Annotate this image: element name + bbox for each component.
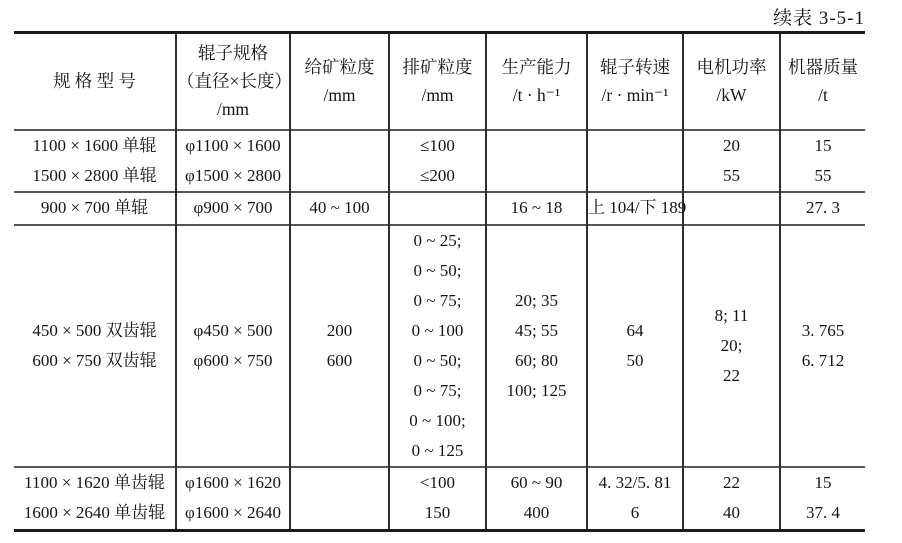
cell-line: 0 ~ 100; xyxy=(409,410,466,430)
cell-discharge-size xyxy=(389,225,486,467)
cell-line: φ600 × 750 xyxy=(193,350,273,370)
header-line: 机器质量 xyxy=(788,57,858,78)
cell-line: 60; 80 xyxy=(515,350,558,370)
cell-model xyxy=(14,225,176,467)
cell-line: 0 ~ 25; xyxy=(413,230,462,250)
column-header-model xyxy=(14,33,176,130)
cell-line: 150 xyxy=(424,503,451,523)
table-row-group-4 xyxy=(14,467,865,531)
header-line: （直径×长度） xyxy=(177,71,292,92)
cell-feed-size xyxy=(290,130,389,192)
header-line: /kW xyxy=(716,85,747,106)
cell-roller-speed xyxy=(587,225,683,467)
table-row-group-2 xyxy=(14,192,865,225)
cell-line: ≤100 xyxy=(420,135,455,155)
header-line: 规 格 型 号 xyxy=(52,71,137,92)
cell-line: 0 ~ 75; xyxy=(413,380,462,400)
header-line: 排矿粒度 xyxy=(402,57,473,78)
cell-line: 20; xyxy=(720,335,743,355)
cell-line: 100; 125 xyxy=(506,380,567,400)
cell-feed-size xyxy=(290,192,389,225)
cell-line: 4. 32/5. 81 xyxy=(598,473,672,493)
cell-line: 400 xyxy=(523,503,550,523)
column-header-roller-speed xyxy=(587,33,683,130)
cell-roller-spec xyxy=(176,225,290,467)
cell-machine-mass xyxy=(780,192,865,225)
header-line: /t · h⁻¹ xyxy=(512,85,561,106)
cell-line: 20; 35 xyxy=(515,290,558,310)
cell-line: 6 xyxy=(630,503,640,523)
cell-line: 200 xyxy=(326,320,353,340)
cell-line: 1600 × 2640 单齿辊 xyxy=(23,503,166,523)
cell-line: 64 xyxy=(626,320,644,340)
cell-roller-spec xyxy=(176,467,290,531)
cell-roller-spec xyxy=(176,192,290,225)
cell-capacity xyxy=(486,130,587,192)
cell-line: φ900 × 700 xyxy=(193,198,273,217)
cell-line: 55 xyxy=(723,165,740,185)
cell-line: φ1600 × 2640 xyxy=(185,503,281,523)
cell-line: 15 xyxy=(814,473,832,493)
cell-line: 20 xyxy=(723,135,740,155)
cell-line: 6. 712 xyxy=(801,350,845,370)
cell-line: 0 ~ 50; xyxy=(413,350,462,370)
cell-line: 40 xyxy=(723,503,740,523)
cell-line: φ1600 × 1620 xyxy=(185,473,281,493)
cell-roller-speed xyxy=(587,192,687,225)
cell-roller-spec xyxy=(176,130,290,192)
header-line: /r · min⁻¹ xyxy=(601,85,669,106)
cell-motor-power xyxy=(683,467,780,531)
cell-line: 45; 55 xyxy=(515,320,558,340)
cell-line: 0 ~ 75; xyxy=(413,290,462,310)
column-header-discharge-size xyxy=(389,33,486,130)
column-header-roller-spec xyxy=(176,33,290,130)
cell-line: 450 × 500 双齿辊 xyxy=(32,320,157,340)
cell-line: 上 104/下 189 xyxy=(588,198,687,217)
header-line: /mm xyxy=(323,85,356,106)
cell-feed-size xyxy=(290,467,389,531)
cell-line: 22 xyxy=(723,473,740,493)
cell-motor-power xyxy=(683,192,780,225)
cell-line: 55 xyxy=(814,165,832,185)
cell-line: <100 xyxy=(419,473,456,493)
cell-discharge-size xyxy=(389,192,486,225)
cell-machine-mass xyxy=(780,225,865,467)
header-line: 给矿粒度 xyxy=(304,57,375,78)
cell-motor-power xyxy=(683,130,780,192)
cell-capacity xyxy=(486,192,587,225)
cell-motor-power xyxy=(683,225,780,467)
cell-machine-mass xyxy=(780,130,865,192)
column-header-motor-power xyxy=(683,33,780,130)
cell-line: 16 ~ 18 xyxy=(510,198,563,217)
cell-roller-speed xyxy=(587,467,683,531)
cell-line: 600 xyxy=(326,350,353,370)
cell-line: 3. 765 xyxy=(801,320,845,340)
header-line: 生产能力 xyxy=(501,57,572,78)
header-line: 辊子转速 xyxy=(600,57,670,78)
cell-line: 0 ~ 50; xyxy=(413,260,462,280)
cell-line: φ1500 × 2800 xyxy=(185,165,281,185)
cell-line: 8; 11 xyxy=(714,305,749,325)
cell-capacity xyxy=(486,467,587,531)
cell-line: 40 ~ 100 xyxy=(309,198,370,217)
header-line: /mm xyxy=(421,85,454,106)
cell-model xyxy=(14,192,176,225)
roll-crusher-spec-table xyxy=(14,31,865,532)
header-line: 电机功率 xyxy=(696,57,767,78)
table-row-group-1 xyxy=(14,130,865,192)
cell-line: 600 × 750 双齿辊 xyxy=(32,350,157,370)
cell-line: 37. 4 xyxy=(806,503,840,523)
header-row xyxy=(14,33,865,130)
cell-line: φ1100 × 1600 xyxy=(185,135,281,155)
cell-discharge-size xyxy=(389,467,486,531)
cell-machine-mass xyxy=(780,467,865,531)
table-title: 续表 3-5-1 xyxy=(773,8,865,29)
column-header-machine-mass xyxy=(780,33,865,130)
column-header-capacity xyxy=(486,33,587,130)
cell-line: 15 xyxy=(814,135,832,155)
cell-line: 60 ~ 90 xyxy=(510,473,563,493)
cell-model xyxy=(14,467,176,531)
column-header-feed-size xyxy=(290,33,389,130)
header-line: /mm xyxy=(216,99,250,120)
table-row-group-3 xyxy=(14,225,865,467)
cell-feed-size xyxy=(290,225,389,467)
header-line: /t xyxy=(818,85,828,106)
cell-line: 50 xyxy=(626,350,644,370)
cell-discharge-size xyxy=(389,130,486,192)
cell-line: ≤200 xyxy=(420,165,455,185)
cell-line: 22 xyxy=(723,365,740,385)
cell-line: 1100 × 1620 单齿辊 xyxy=(24,473,165,493)
header-line: 辊子规格 xyxy=(198,43,268,64)
cell-line: 27. 3 xyxy=(806,198,840,217)
cell-line: 0 ~ 125 xyxy=(411,440,464,460)
cell-roller-speed xyxy=(587,130,683,192)
cell-line: φ450 × 500 xyxy=(193,320,273,340)
cell-capacity xyxy=(486,225,587,467)
cell-line: 900 × 700 单辊 xyxy=(40,198,149,217)
cell-line: 1100 × 1600 单辊 xyxy=(32,135,157,155)
cell-line: 1500 × 2800 单辊 xyxy=(32,165,157,185)
cell-model xyxy=(14,130,176,192)
cell-line: 0 ~ 100 xyxy=(411,320,464,340)
